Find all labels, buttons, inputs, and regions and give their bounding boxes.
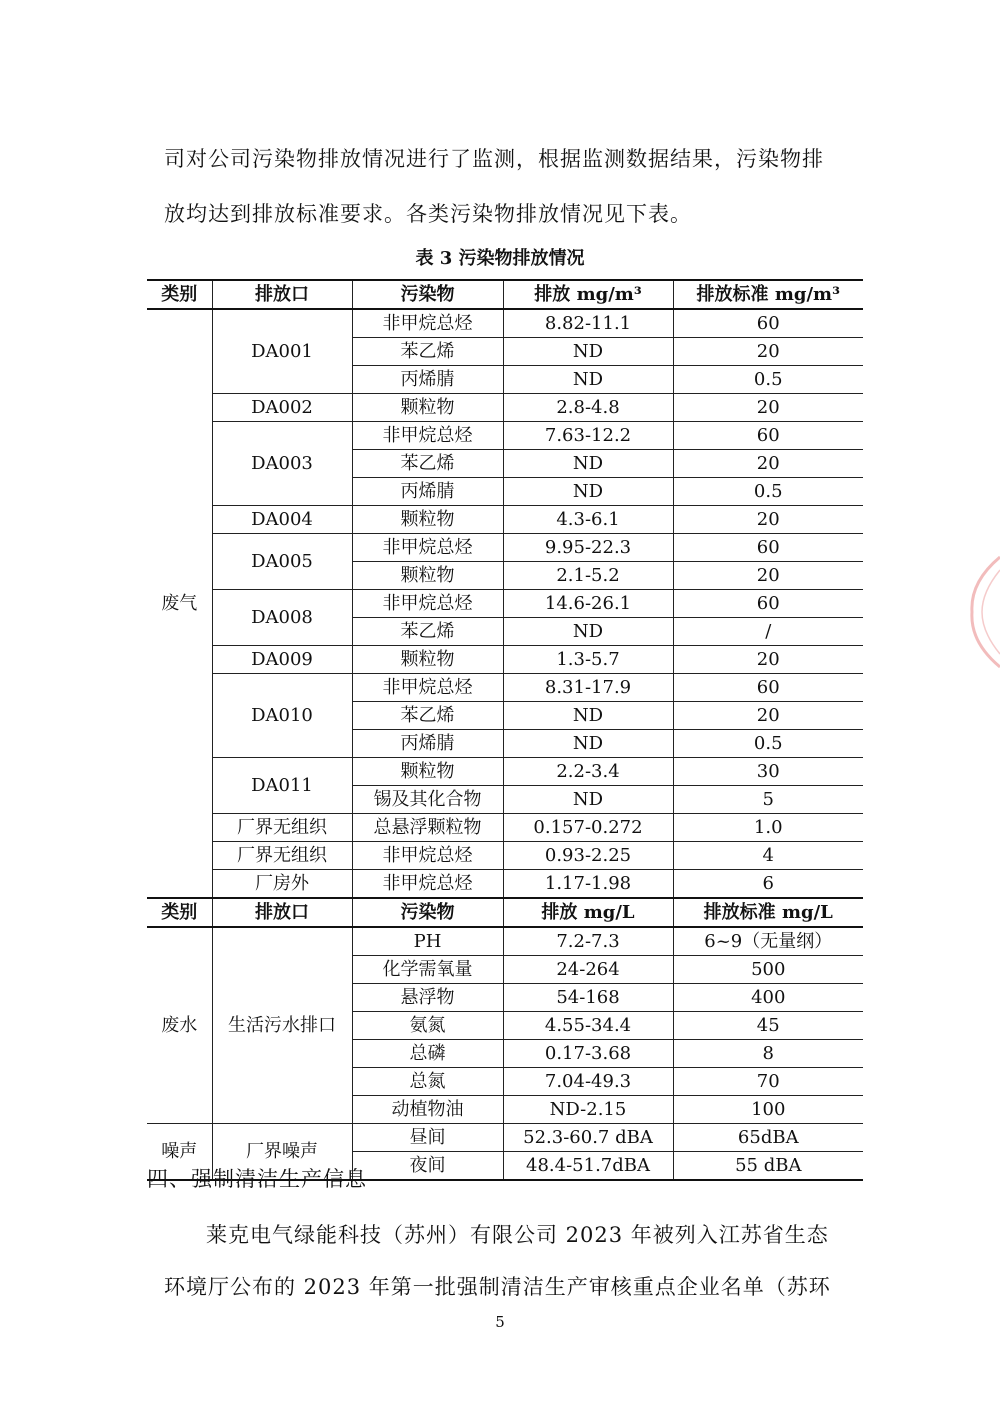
outlet-cell: DA004 (212, 506, 352, 534)
emission-value-cell: ND (503, 618, 673, 646)
standard-value-cell: 0.5 (673, 730, 863, 758)
emission-value-cell: 14.6-26.1 (503, 590, 673, 618)
standard-value-cell: 20 (673, 646, 863, 674)
pollutant-cell: 总氮 (352, 1068, 503, 1096)
page-number: 5 (495, 1313, 505, 1331)
pollutant-cell: 总磷 (352, 1040, 503, 1068)
table-row (147, 870, 863, 899)
pollutant-cell: 颗粒物 (352, 562, 503, 590)
seal-stamp-fragment (960, 552, 1000, 672)
category-cell: 废水 (147, 927, 212, 1124)
standard-value-cell: 6~9（无量纲） (673, 927, 863, 956)
pollutant-cell: 非甲烷总烃 (352, 422, 503, 450)
emission-value-cell: 1.3-5.7 (503, 646, 673, 674)
pollutant-cell: 氨氮 (352, 1012, 503, 1040)
pollutant-cell: 苯乙烯 (352, 338, 503, 366)
standard-value-cell: 60 (673, 674, 863, 702)
outlet-cell: 厂界无组织 (212, 814, 352, 842)
standard-value-cell: 20 (673, 506, 863, 534)
emission-value-cell: 2.1-5.2 (503, 562, 673, 590)
standard-value-cell: 0.5 (673, 366, 863, 394)
standard-value-cell: 20 (673, 702, 863, 730)
standard-value-cell: 60 (673, 534, 863, 562)
emission-value-cell: 48.4-51.7dBA (503, 1152, 673, 1181)
emission-value-cell: 7.63-12.2 (503, 422, 673, 450)
outlet-cell: DA002 (212, 394, 352, 422)
pollutant-cell: 丙烯腈 (352, 730, 503, 758)
emission-value-cell: ND (503, 338, 673, 366)
outlet-cell: 厂界噪声 (212, 1124, 352, 1181)
table-row (147, 309, 863, 338)
category-cell: 废气 (147, 309, 212, 898)
standard-value-cell: 30 (673, 758, 863, 786)
pollutant-cell: 非甲烷总烃 (352, 590, 503, 618)
standard-value-cell: 20 (673, 394, 863, 422)
emission-value-cell: ND (503, 478, 673, 506)
standard-value-cell: 5 (673, 786, 863, 814)
emission-value-cell: 8.31-17.9 (503, 674, 673, 702)
standard-value-cell: 500 (673, 956, 863, 984)
emission-value-cell: 2.2-3.4 (503, 758, 673, 786)
body-paragraph-1: 司对公司污染物排放情况进行了监测，根据监测数据结果，污染物排 (164, 147, 824, 171)
standard-value-cell: 1.0 (673, 814, 863, 842)
standard-value-cell: 60 (673, 590, 863, 618)
section-heading: 四、强制清洁生产信息 (147, 1167, 367, 1191)
standard-value-cell: 60 (673, 422, 863, 450)
standard-value-cell: 65dBA (673, 1124, 863, 1152)
pollutant-cell: 昼间 (352, 1124, 503, 1152)
pollutant-cell: 丙烯腈 (352, 478, 503, 506)
emission-value-cell: ND-2.15 (503, 1096, 673, 1124)
column-header: 排放 mg/L (503, 898, 673, 927)
column-header: 污染物 (352, 898, 503, 927)
standard-value-cell: 60 (673, 309, 863, 338)
standard-value-cell: 20 (673, 562, 863, 590)
emission-value-cell: 0.17-3.68 (503, 1040, 673, 1068)
pollutant-cell: 悬浮物 (352, 984, 503, 1012)
pollutant-cell: 颗粒物 (352, 758, 503, 786)
standard-value-cell: 45 (673, 1012, 863, 1040)
emission-value-cell: 24-264 (503, 956, 673, 984)
pollutant-cell: 颗粒物 (352, 646, 503, 674)
standard-value-cell: 4 (673, 842, 863, 870)
table-row (147, 506, 863, 534)
table-caption: 表 3 污染物排放情况 (415, 248, 585, 269)
outlet-cell: DA005 (212, 534, 352, 590)
table-row (147, 814, 863, 842)
table-row (147, 1124, 863, 1152)
standard-value-cell: 20 (673, 338, 863, 366)
pollutant-cell: 夜间 (352, 1152, 503, 1181)
pollutant-cell: 非甲烷总烃 (352, 842, 503, 870)
standard-value-cell: 400 (673, 984, 863, 1012)
pollutant-cell: 非甲烷总烃 (352, 309, 503, 338)
table-row (147, 646, 863, 674)
table-row (147, 927, 863, 956)
pollutant-cell: 总悬浮颗粒物 (352, 814, 503, 842)
outlet-cell: DA001 (212, 309, 352, 394)
pollutant-cell: 化学需氧量 (352, 956, 503, 984)
emission-value-cell: ND (503, 366, 673, 394)
outlet-cell: DA008 (212, 590, 352, 646)
emission-value-cell: 1.17-1.98 (503, 870, 673, 899)
emission-value-cell: 0.93-2.25 (503, 842, 673, 870)
pollutant-cell: 动植物油 (352, 1096, 503, 1124)
outlet-cell: DA003 (212, 422, 352, 506)
pollutant-cell: 苯乙烯 (352, 702, 503, 730)
pollutant-cell: PH (352, 927, 503, 956)
table-row (147, 394, 863, 422)
pollutant-cell: 锡及其化合物 (352, 786, 503, 814)
column-header: 排放 mg/m³ (503, 280, 673, 309)
emission-value-cell: 52.3-60.7 dBA (503, 1124, 673, 1152)
table-row (147, 842, 863, 870)
outlet-cell: 生活污水排口 (212, 927, 352, 1124)
column-header: 类别 (147, 280, 212, 309)
pollutant-cell: 苯乙烯 (352, 450, 503, 478)
outlet-cell: 厂界无组织 (212, 842, 352, 870)
standard-value-cell: 20 (673, 450, 863, 478)
standard-value-cell: 8 (673, 1040, 863, 1068)
pollutant-cell: 颗粒物 (352, 394, 503, 422)
table-row (147, 590, 863, 618)
table-row (147, 758, 863, 786)
pollutant-cell: 颗粒物 (352, 506, 503, 534)
outlet-cell: 厂房外 (212, 870, 352, 899)
column-header: 污染物 (352, 280, 503, 309)
emission-value-cell: 4.55-34.4 (503, 1012, 673, 1040)
outlet-cell: DA011 (212, 758, 352, 814)
emission-value-cell: 8.82-11.1 (503, 309, 673, 338)
column-header: 排放标准 mg/L (673, 898, 863, 927)
table-header-row (147, 280, 863, 309)
column-header: 排放标准 mg/m³ (673, 280, 863, 309)
emission-value-cell: 9.95-22.3 (503, 534, 673, 562)
column-header: 类别 (147, 898, 212, 927)
table-row (147, 674, 863, 702)
body-paragraph-3: 莱克电气绿能科技（苏州）有限公司 2023 年被列入江苏省生态 (206, 1223, 829, 1247)
body-paragraph-4: 环境厅公布的 2023 年第一批强制清洁生产审核重点企业名单（苏环 (164, 1275, 831, 1299)
emission-value-cell: 7.2-7.3 (503, 927, 673, 956)
emission-value-cell: 0.157-0.272 (503, 814, 673, 842)
column-header: 排放口 (212, 898, 352, 927)
pollutant-cell: 非甲烷总烃 (352, 674, 503, 702)
emission-value-cell: ND (503, 450, 673, 478)
outlet-cell: DA009 (212, 646, 352, 674)
emission-value-cell: 4.3-6.1 (503, 506, 673, 534)
pollutant-cell: 非甲烷总烃 (352, 534, 503, 562)
pollutant-cell: 苯乙烯 (352, 618, 503, 646)
standard-value-cell: / (673, 618, 863, 646)
pollutant-cell: 丙烯腈 (352, 366, 503, 394)
emission-value-cell: 7.04-49.3 (503, 1068, 673, 1096)
emission-value-cell: 2.8-4.8 (503, 394, 673, 422)
standard-value-cell: 100 (673, 1096, 863, 1124)
category-cell: 噪声 (147, 1124, 212, 1181)
emissions-table (147, 279, 863, 1181)
column-header: 排放口 (212, 280, 352, 309)
table-row (147, 534, 863, 562)
standard-value-cell: 6 (673, 870, 863, 899)
body-paragraph-2: 放均达到排放标准要求。各类污染物排放情况见下表。 (164, 202, 692, 226)
emission-value-cell: ND (503, 702, 673, 730)
pollutant-cell: 非甲烷总烃 (352, 870, 503, 899)
emission-value-cell: ND (503, 730, 673, 758)
emission-value-cell: 54-168 (503, 984, 673, 1012)
standard-value-cell: 70 (673, 1068, 863, 1096)
emission-value-cell: ND (503, 786, 673, 814)
table-header-row (147, 898, 863, 927)
standard-value-cell: 0.5 (673, 478, 863, 506)
table-row (147, 422, 863, 450)
outlet-cell: DA010 (212, 674, 352, 758)
standard-value-cell: 55 dBA (673, 1152, 863, 1181)
